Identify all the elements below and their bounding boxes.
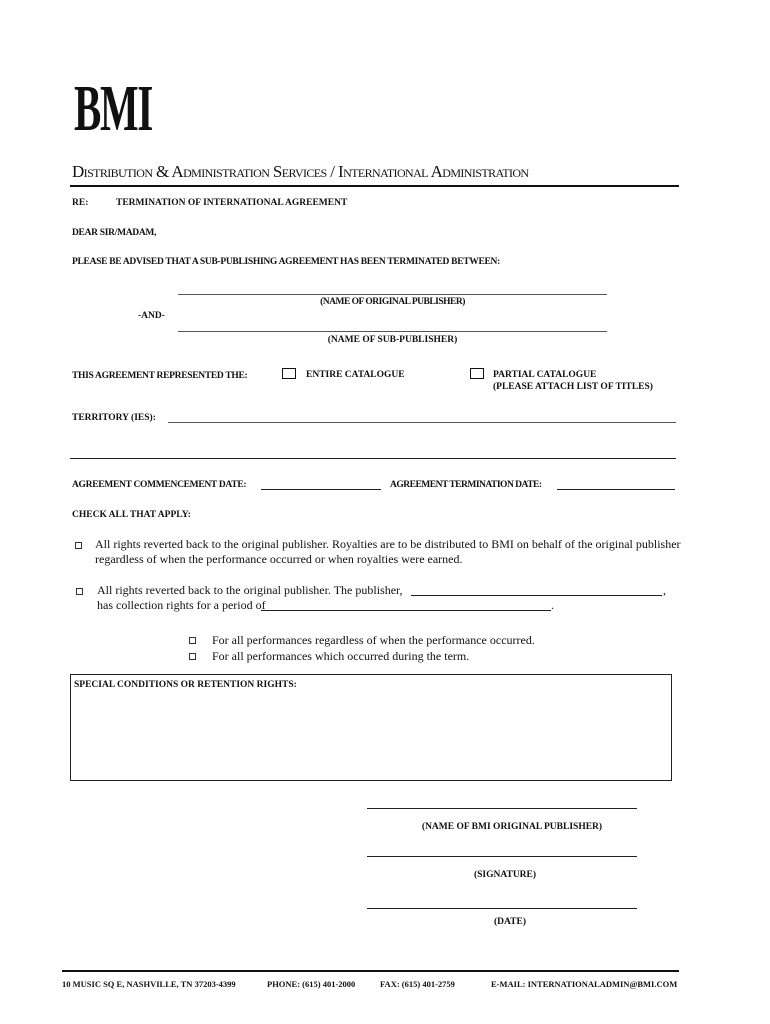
termination-date-line[interactable] [557, 489, 675, 490]
sub-option-2-label: For all performances which occurred during the term. [212, 649, 470, 663]
option-1-line-2: regardless of when the performance occurred or when royalties were earned. [95, 552, 463, 566]
intro-text: PLEASE BE ADVISED THAT A SUB-PUBLISHING AGREEMENT HAS BEEN TERMINATED BETWEEN: [72, 257, 500, 267]
partial-catalogue-checkbox[interactable] [470, 368, 484, 379]
sub-publisher-line[interactable] [178, 331, 607, 332]
publisher-name-line[interactable] [411, 595, 662, 596]
signature-caption: (SIGNATURE) [473, 870, 537, 880]
date-line[interactable] [367, 908, 637, 909]
bmi-logo: BMI [74, 72, 153, 145]
entire-catalogue-checkbox[interactable] [282, 368, 296, 379]
special-conditions-label: SPECIAL CONDITIONS OR RETENTION RIGHTS: [74, 680, 297, 690]
entire-catalogue-label: ENTIRE CATALOGUE [306, 370, 405, 380]
sub-publisher-caption: (NAME OF SUB-PUBLISHER) [327, 335, 458, 345]
salutation: DEAR SIR/MADAM, [72, 228, 157, 238]
option-2-period: . [551, 598, 554, 612]
option-1-line-1: All rights reverted back to the original publisher. Royalties are to be distributed to BMI on behalf of the original publisher [95, 537, 681, 551]
commencement-date-label: AGREEMENT COMMENCEMENT DATE: [72, 480, 247, 490]
option-1-checkbox[interactable] [75, 542, 82, 549]
re-subject: TERMINATION OF INTERNATIONAL AGREEMENT [116, 198, 348, 208]
bmi-publisher-name-caption: (NAME OF BMI ORIGINAL PUBLISHER) [421, 822, 603, 832]
sub-option-1-checkbox[interactable] [189, 637, 196, 644]
sub-option-2-checkbox[interactable] [189, 653, 196, 660]
option-2-comma: , [663, 583, 666, 597]
territory-label: TERRITORY (IES): [72, 413, 156, 423]
heading-rule [70, 185, 679, 187]
partial-catalogue-label: PARTIAL CATALOGUE [493, 370, 597, 380]
footer-rule [62, 970, 679, 972]
original-publisher-line[interactable] [178, 294, 607, 295]
footer-phone: PHONE: (615) 401-2000 [267, 979, 356, 989]
option-2-line-2: has collection rights for a period of [97, 598, 266, 612]
commencement-date-line[interactable] [261, 489, 381, 490]
and-label: -AND- [138, 311, 165, 321]
re-label: RE: [72, 198, 89, 208]
sub-option-1-label: For all performances regardless of when the performance occurred. [212, 633, 535, 647]
option-2-line-1: All rights reverted back to the original publisher. The publisher, [97, 583, 403, 597]
territory-line-2[interactable] [70, 458, 676, 459]
represented-label: THIS AGREEMENT REPRESENTED THE: [72, 371, 248, 381]
territory-line[interactable] [168, 422, 676, 423]
check-all-label: CHECK ALL THAT APPLY: [72, 510, 191, 520]
footer-address: 10 MUSIC SQ E, NASHVILLE, TN 37203-4399 [62, 979, 236, 989]
date-caption: (DATE) [493, 917, 527, 927]
special-conditions-box[interactable] [70, 674, 672, 781]
bmi-publisher-name-line[interactable] [367, 808, 637, 809]
signature-line[interactable] [367, 856, 637, 857]
footer-email[interactable]: E-MAIL: INTERNATIONALADMIN@BMI.COM [491, 979, 678, 989]
original-publisher-caption: (NAME OF ORIGINAL PUBLISHER) [320, 297, 465, 307]
footer-fax: FAX: (615) 401-2759 [380, 979, 455, 989]
partial-catalogue-note: (PLEASE ATTACH LIST OF TITLES) [493, 382, 653, 392]
termination-date-label: AGREEMENT TERMINATION DATE: [390, 480, 542, 490]
page-heading: Distribution & Administration Services / International Administration [72, 162, 529, 181]
collection-period-line[interactable] [261, 610, 551, 611]
option-2-checkbox[interactable] [76, 588, 83, 595]
